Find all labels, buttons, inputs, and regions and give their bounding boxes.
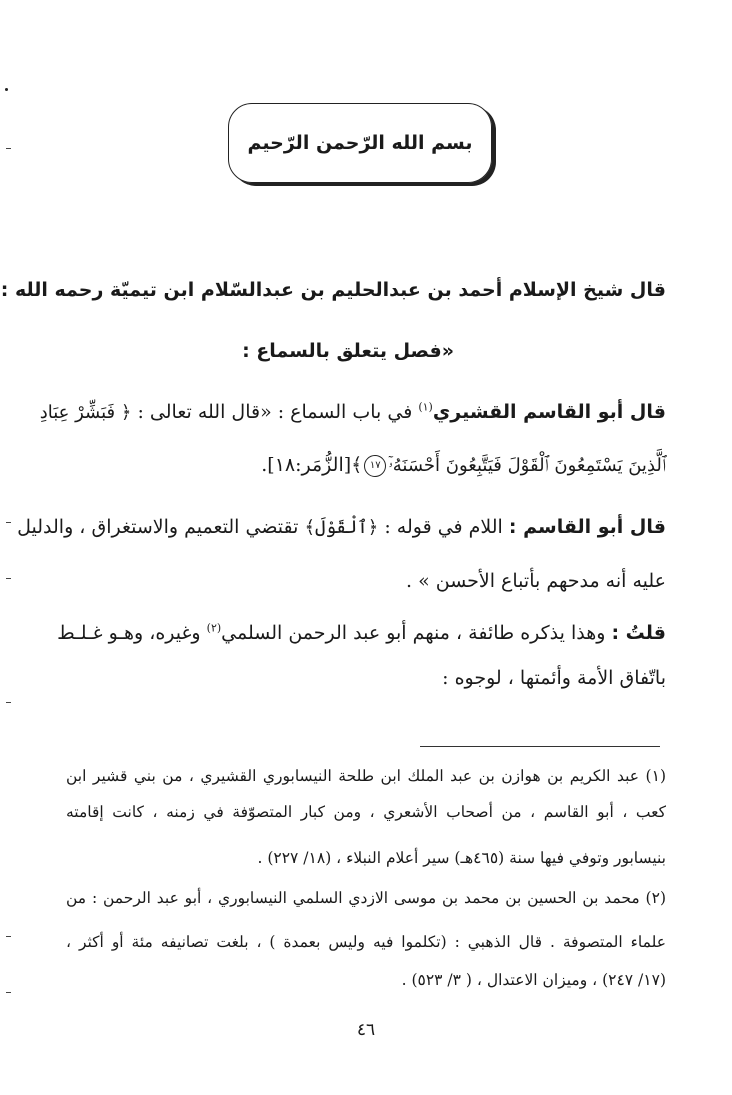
margin-mark	[6, 148, 11, 149]
paragraph-line	[57, 618, 666, 648]
footnote-text: محمد بن الحسين بن محمد بن موسى الازدي السلمي النيسابوري ، أبو عبد الرحمن : من	[66, 889, 640, 907]
footnote-line: بنيسابور وتوفي فيها سنة (٤٦٥هـ) سير أعلام النبلاء ، (١٨/ ٢٢٧) .	[257, 849, 666, 867]
paragraph-text: تقتضي التعميم والاستغراق ، والدليل	[17, 516, 299, 538]
paragraph-line: عليه أنه مدحهم بأتباع الأحسن » .	[406, 570, 666, 592]
footnote-ref: (١)	[418, 400, 433, 414]
footnote-line: (١٧/ ٢٤٧) ، وميزان الاعتدال ، ( ٣/ ٥٢٣) .	[401, 971, 666, 989]
footnote-line: علماء المتصوفة . قال الذهبي : (تكلموا فيه وليس بعمدة ) ، بلغت تصانيفه مئة أو أكثر ،	[66, 933, 666, 951]
quran-verse: ﴿ فَبَشِّرْ عِبَادِ	[39, 402, 132, 423]
paragraph-text: في باب السماع : «قال الله تعالى :	[137, 401, 413, 423]
paragraph-text: وهذا يذكره طائفة ، منهم أبو عبد الرحمن السلمي	[221, 622, 606, 644]
margin-mark	[6, 702, 11, 703]
margin-mark	[6, 578, 11, 579]
margin-mark	[6, 936, 11, 937]
footnote-ref: (٢)	[206, 621, 222, 635]
footnote-line	[66, 884, 666, 912]
paragraph-line	[17, 512, 666, 543]
quran-verse: ٱلَّذِينَ يَسْتَمِعُونَ ٱلْقَوْلَ فَيَتَّبِعُونَ أَحْسَنَهُۥٓ	[388, 455, 666, 476]
speaker-name: قال أبو القاسم :	[508, 516, 666, 538]
title-frame	[228, 103, 492, 183]
margin-mark	[6, 992, 11, 993]
footnote-line: كعب ، أبو القاسم ، من أصحاب الأشعري ، ومن كبار المتصوّفة في زمنه ، كانت إقامته	[66, 803, 666, 821]
speaker-name: قال أبو القاسم القشيري	[432, 401, 666, 423]
quran-word: ﴿ٱلْقَوْلَ﴾	[304, 517, 379, 538]
paragraph-line	[40, 397, 666, 428]
footnote-line	[66, 762, 666, 790]
paragraph-text: اللام في قوله :	[384, 516, 503, 538]
paragraph-line	[261, 450, 666, 481]
margin-dot	[5, 88, 8, 91]
speaker-name: قلتُ :	[611, 622, 666, 644]
basmala-title: بسم الله الرّحمن الرّحيم	[247, 132, 473, 154]
margin-mark	[6, 522, 11, 523]
footnote-text: عبد الكريم بن هوازن بن عبد الملك ابن طلحة النيسابوري القشيري ، من بني قشير ابن	[66, 767, 640, 785]
footnote-separator	[420, 746, 660, 747]
footnote-number: (٢)	[645, 889, 666, 907]
ayah-number-icon: ١٧	[364, 455, 386, 477]
section-heading: «فصل يتعلق بالسماع :	[242, 340, 454, 362]
page-number: ٤٦	[356, 1020, 376, 1040]
paragraph-text: وغيره، وهـو غـلـط	[57, 622, 201, 644]
paragraph-line: باتّفاق الأمة وأئمتها ، لوجوه :	[442, 667, 666, 689]
verse-reference: ﴾[الزُّمَر:١٨].	[261, 454, 363, 476]
footnote-number: (١)	[645, 767, 666, 785]
opening-line: قال شيخ الإسلام أحمد بن عبدالحليم بن عبدالسّلام ابن تيميّة رحمه الله :	[0, 279, 666, 301]
